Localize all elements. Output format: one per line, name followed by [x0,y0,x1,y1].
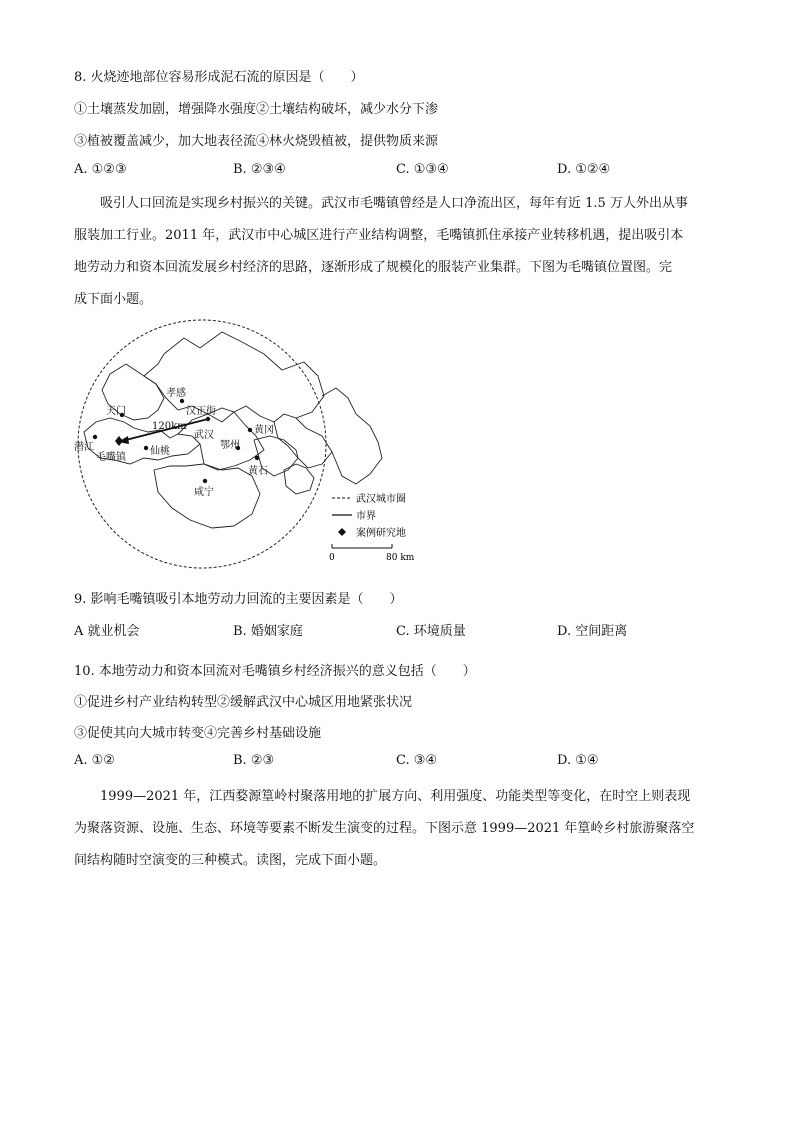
passage1-line-1: 吸引人口回流是实现乡村振兴的关键。武汉市毛嘴镇曾经是人口净流出区，每年有近 1.5 万人外出从事 [74,196,688,211]
label-maozui: 毛嘴镇 [96,452,126,463]
q9-option-b: B. 婚姻家庭 [233,624,303,639]
q10-stem: 10. 本地劳动力和资本回流对毛嘴镇乡村经济振兴的意义包括（ ） [74,664,476,679]
scale-label: 80 km [386,553,415,563]
maozui-site-marker [115,436,123,446]
label-huanggang: 黄冈 [254,425,274,436]
q10-option-d: D. ①④ [557,753,599,768]
hanzhengjie-marker [206,417,210,421]
q10-statements-1: ①促进乡村产业结构转型②缓解武汉中心城区用地紧张状况 [74,695,413,710]
label-xiaogan: 孝感 [166,388,186,399]
map-legend [332,492,406,539]
q8-option-a: A. ①②③ [74,162,127,177]
label-ezhou: 鄂州 [220,440,240,451]
label-wuhan: 武汉 [194,430,214,441]
q8-option-d: D. ①②④ [557,162,611,177]
q9-stem: 9. 影响毛嘴镇吸引本地劳动力回流的主要因素是（ ） [74,592,403,607]
q10-option-a: A. ①② [74,753,115,768]
q8-option-c: C. ①③④ [396,162,449,177]
q10-option-c: C. ③④ [396,753,438,768]
legend-site: 案例研究地 [356,528,406,539]
label-huangshi: 黄石 [248,466,268,477]
scale-bar [329,544,415,563]
q8-stem: 8. 火烧迹地部位容易形成泥石流的原因是（ ） [74,70,364,85]
q9-option-d: D. 空间距离 [557,624,628,639]
xianning-marker [203,479,207,483]
city-boundaries [84,332,382,528]
maozui-location-map [74,318,444,570]
passage1-line-3: 地劳动力和资本回流发展乡村经济的思路，逐渐形成了规模化的服装产业集群。下图为毛嘴镇位置图。完 [74,260,673,275]
xiaogan-marker [180,399,184,403]
q9-option-a: A 就业机会 [74,624,140,639]
q10-statements-2: ③促使其向大城市转变④完善乡村基础设施 [74,726,322,741]
label-tianmen: 天门 [106,406,126,417]
passage2-line-3: 间结构随时空演变的三种模式。读图，完成下面小题。 [74,853,387,868]
q8-option-b: B. ②③④ [233,162,286,177]
huanggang-marker [248,428,252,432]
label-xianning: 咸宁 [194,487,214,498]
q9-option-c: C. 环境质量 [396,624,466,639]
scale-zero: 0 [329,553,335,563]
label-qianjiang: 潜江 [74,442,94,453]
label-distance: 120km [152,421,187,432]
q10-option-b: B. ②③ [233,753,275,768]
label-xiantao: 仙桃 [150,446,170,457]
qianjiang-marker [93,435,97,439]
huangshi-marker [255,456,259,460]
legend-boundary: 市界 [356,511,376,522]
passage2-line-2: 为聚落资源、设施、生态、环境等要素不断发生演变的过程。下图示意 1999—2021 年篁岭乡村旅游聚落空 [74,821,695,836]
label-hanzhengjie: 汉正街 [186,406,216,417]
passage2-line-1: 1999—2021 年，江西婺源篁岭村聚落用地的扩展方向、利用强度、功能类型等变化，在时空上则表现 [74,789,691,804]
q8-statements-2: ③植被覆盖减少，加大地表径流④林火烧毁植被，提供物质来源 [74,134,439,149]
q8-statements-1: ①土壤蒸发加剧，增强降水强度②土壤结构破坏，减少水分下渗 [74,102,439,117]
passage1-line-2: 服装加工行业。2011 年，武汉市中心城区进行产业结构调整，毛嘴镇抓住承接产业转移机遇，提出吸引本 [74,228,684,243]
legend-circle: 武汉城市圈 [356,494,406,505]
passage1-line-4: 成下面小题。 [74,292,153,307]
xiantao-marker [144,446,148,450]
